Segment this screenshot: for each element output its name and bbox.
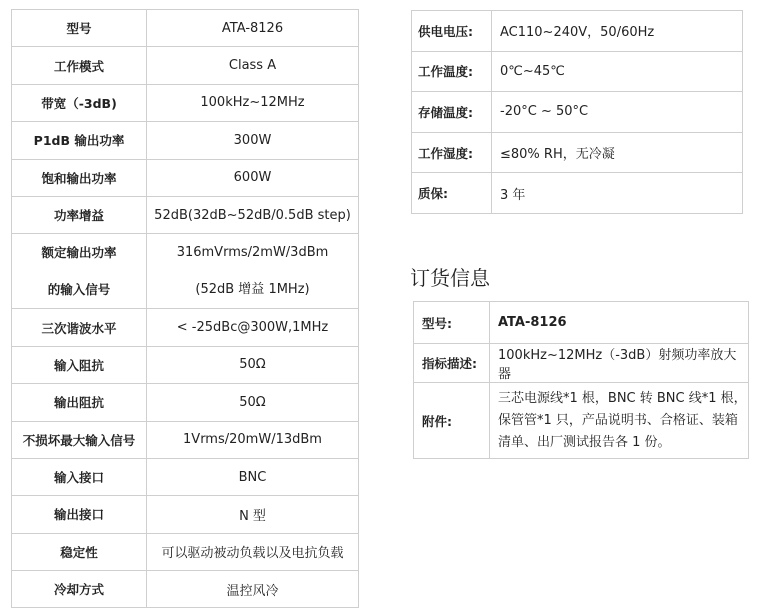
table-row xyxy=(414,302,749,344)
power-label: 质保: xyxy=(412,173,492,214)
spec-label: 输出阻抗 xyxy=(12,384,147,421)
spec-value: 600W xyxy=(147,159,359,196)
spec-label: 带宽（-3dB) xyxy=(12,84,147,121)
spec-value xyxy=(147,234,359,309)
spec-value: 温控风冷 xyxy=(147,571,359,608)
power-label: 供电电压: xyxy=(412,11,492,52)
power-label: 工作湿度: xyxy=(412,132,492,173)
spec-label: P1dB 输出功率 xyxy=(12,122,147,159)
power-value: AC110~240V，50/60Hz xyxy=(492,11,743,52)
order-label: 型号: xyxy=(414,302,490,344)
spec-value: N 型 xyxy=(147,496,359,533)
table-row xyxy=(414,383,749,459)
table-row xyxy=(12,122,359,159)
table-row xyxy=(12,47,359,84)
spec-label-line2: 的输入信号 xyxy=(47,282,111,298)
spec-table xyxy=(11,9,359,608)
spec-value: 50Ω xyxy=(147,346,359,383)
table-row xyxy=(12,458,359,495)
spec-value: Class A xyxy=(147,47,359,84)
order-value: ATA-8126 xyxy=(490,302,749,344)
table-row xyxy=(12,84,359,121)
order-info-heading: 订货信息 xyxy=(410,266,490,290)
table-row xyxy=(12,159,359,196)
spec-value: 1Vrms/20mW/13dBm xyxy=(147,421,359,458)
spec-label: 输入阻抗 xyxy=(12,346,147,383)
table-row xyxy=(412,173,743,214)
table-row xyxy=(12,234,359,309)
spec-value: 52dB(32dB~52dB/0.5dB step) xyxy=(147,196,359,233)
order-label: 附件: xyxy=(414,383,490,459)
power-value: ≤80% RH，无冷凝 xyxy=(492,132,743,173)
spec-label xyxy=(12,234,147,309)
spec-label: 型号 xyxy=(12,10,147,47)
power-value: -20°C ~ 50°C xyxy=(492,92,743,133)
spec-value: 50Ω xyxy=(147,384,359,421)
order-label: 指标描述: xyxy=(414,344,490,383)
spec-label: 冷却方式 xyxy=(12,571,147,608)
table-row xyxy=(12,10,359,47)
spec-value: 300W xyxy=(147,122,359,159)
spec-label: 稳定性 xyxy=(12,533,147,570)
spec-value: 可以驱动被动负载以及电抗负载 xyxy=(147,533,359,570)
table-row xyxy=(414,344,749,383)
spec-value: < -25dBc@300W,1MHz xyxy=(147,309,359,346)
order-value: 三芯电源线*1 根，BNC 转 BNC 线*1 根，保管管*1 只，产品说明书、合格证、装箱清单、出厂测试报告各 1 份。 xyxy=(490,383,749,459)
power-label: 工作温度: xyxy=(412,51,492,92)
spec-value: BNC xyxy=(147,458,359,495)
table-row xyxy=(412,92,743,133)
spec-label: 输出接口 xyxy=(12,496,147,533)
spec-value: 100kHz~12MHz xyxy=(147,84,359,121)
table-row xyxy=(12,533,359,570)
spec-label: 功率增益 xyxy=(12,196,147,233)
table-row xyxy=(12,421,359,458)
table-row xyxy=(12,384,359,421)
power-value: 3 年 xyxy=(492,173,743,214)
table-row xyxy=(412,51,743,92)
power-table xyxy=(411,10,743,214)
table-row xyxy=(12,496,359,533)
table-row xyxy=(12,346,359,383)
power-label: 存储温度: xyxy=(412,92,492,133)
table-row xyxy=(412,11,743,52)
order-table xyxy=(413,301,749,459)
spec-label-line1: 额定输出功率 xyxy=(41,245,117,261)
table-row xyxy=(12,196,359,233)
table-row xyxy=(12,309,359,346)
spec-label: 输入接口 xyxy=(12,458,147,495)
spec-value-line1: 316mVrms/2mW/3dBm xyxy=(176,245,329,261)
power-value: 0℃~45℃ xyxy=(492,51,743,92)
spec-label: 饱和输出功率 xyxy=(12,159,147,196)
table-row xyxy=(412,132,743,173)
spec-label: 不损坏最大输入信号 xyxy=(12,421,147,458)
table-row xyxy=(12,571,359,608)
spec-value: ATA-8126 xyxy=(147,10,359,47)
order-value: 100kHz~12MHz（-3dB）射频功率放大器 xyxy=(490,344,749,383)
spec-label: 工作模式 xyxy=(12,47,147,84)
spec-label: 三次谐波水平 xyxy=(12,309,147,346)
spec-value-line2: (52dB 增益 1MHz) xyxy=(195,282,310,298)
